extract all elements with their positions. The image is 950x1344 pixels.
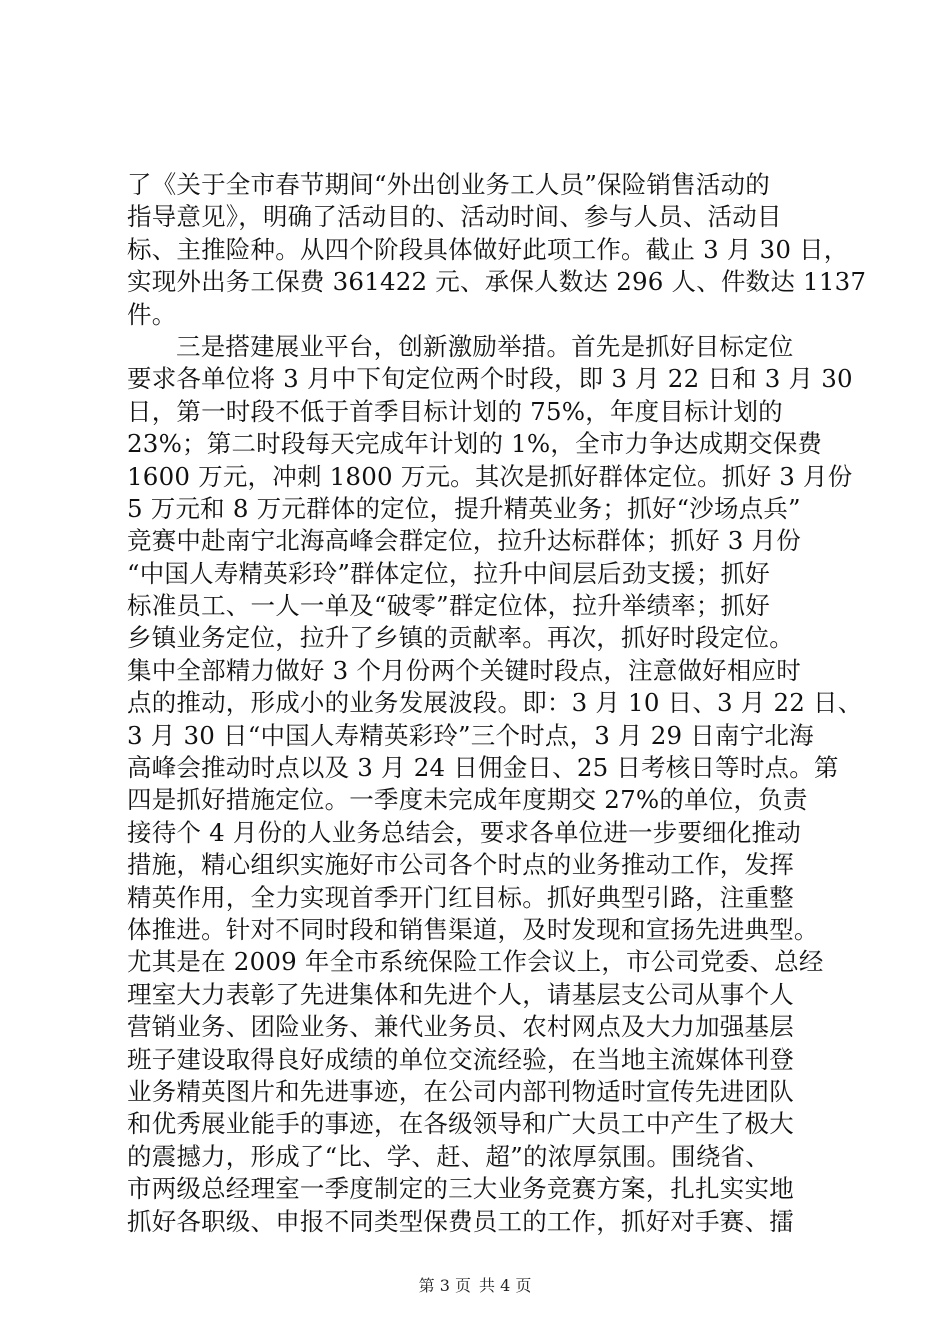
text-line: 指导意见》，明确了活动目的、活动时间、参与人员、活动目 bbox=[127, 202, 782, 232]
text-line: 了《关于全市春节期间“外出创业务工人员”保险销售活动的 bbox=[127, 170, 770, 199]
page-number-total: 共 4 页 bbox=[479, 1276, 532, 1295]
text-line: “中国人寿精英彩玲”群体定位，拉升中间层后劲支援；抓好 bbox=[127, 558, 770, 588]
text-line: 实现外出务工保费 361422 元、承保人数达 296 人、件数达 1137 bbox=[127, 267, 867, 297]
text-line: 市两级总经理室一季度制定的三大业务竞赛方案，扎扎实实地 bbox=[127, 1174, 794, 1204]
text-line: 四是抓好措施定位。一季度未完成年度期交 27%的单位，负责 bbox=[127, 785, 808, 815]
text-line: 日，第一时段不低于首季目标计划的 75%，年度目标计划的 bbox=[127, 396, 783, 426]
text-line: 集中全部精力做好 3 个月份两个关键时段点，注意做好相应时 bbox=[127, 655, 801, 685]
text-line: 标准员工、一人一单及“破零”群定位体，拉升举绩率；抓好 bbox=[127, 591, 770, 621]
text-line: 竞赛中赴南宁北海高峰会群定位，拉升达标群体；抓好 3 月份 bbox=[127, 526, 801, 556]
text-line: 5 万元和 8 万元群体的定位，提升精英业务；抓好“沙场点兵” bbox=[127, 493, 801, 523]
page-number-current: 第 3 页 bbox=[418, 1276, 471, 1295]
text-line: 接待个 4 月份的人业务总结会，要求各单位进一步要细化推动 bbox=[127, 817, 801, 847]
text-line: 营销业务、团险业务、兼代业务员、农村网点及大力加强基层 bbox=[127, 1012, 794, 1042]
text-line: 业务精英图片和先进事迹，在公司内部刊物适时宣传先进团队 bbox=[127, 1076, 794, 1106]
text-line: 3 月 30 日“中国人寿精英彩玲”三个时点，3 月 29 日南宁北海 bbox=[127, 720, 814, 750]
text-line: 件。 bbox=[127, 299, 177, 329]
text-line: 措施，精心组织实施好市公司各个时点的业务推动工作，发挥 bbox=[127, 850, 794, 880]
text-line: 班子建设取得良好成绩的单位交流经验，在当地主流媒体刊登 bbox=[127, 1044, 794, 1074]
text-line: 点的推动，形成小的业务发展波段。即：3 月 10 日、3 月 22 日、 bbox=[127, 688, 863, 718]
text-line: 抓好各职级、申报不同类型保费员工的工作，抓好对手赛、擂 bbox=[127, 1206, 794, 1236]
text-line: 尤其是在 2009 年全市系统保险工作会议上，市公司党委、总经 bbox=[127, 947, 824, 977]
body-text bbox=[127, 169, 867, 1238]
text-line: 精英作用，全力实现首季开门红目标。抓好典型引路，注重整 bbox=[127, 882, 794, 912]
text-line: 23%；第二时段每天完成年计划的 1%，全市力争达成期交保费 bbox=[127, 429, 823, 459]
page-footer bbox=[0, 1276, 950, 1296]
text-line: 体推进。针对不同时段和销售渠道，及时发现和宣扬先进典型。 bbox=[127, 914, 819, 944]
text-line: 乡镇业务定位，拉升了乡镇的贡献率。再次，抓好时段定位。 bbox=[127, 623, 794, 653]
text-line: 要求各单位将 3 月中下旬定位两个时段，即 3 月 22 日和 3 月 30 bbox=[127, 364, 853, 394]
paragraph-start-line: 三是搭建展业平台，创新激励举措。首先是抓好目标定位 bbox=[176, 331, 794, 361]
text-line: 标、主推险种。从四个阶段具体做好此项工作。截止 3 月 30 日， bbox=[127, 234, 849, 264]
text-line: 和优秀展业能手的事迹，在各级领导和广大员工中产生了极大 bbox=[127, 1109, 794, 1139]
text-line: 高峰会推动时点以及 3 月 24 日佣金日、25 日考核日等时点。第 bbox=[127, 753, 839, 783]
text-line: 1600 万元，冲刺 1800 万元。其次是抓好群体定位。抓好 3 月份 bbox=[127, 461, 853, 491]
text-line: 的震撼力，形成了“比、学、赶、超”的浓厚氛围。围绕省、 bbox=[127, 1141, 770, 1171]
text-line: 理室大力表彰了先进集体和先进个人，请基层支公司从事个人 bbox=[127, 979, 794, 1009]
